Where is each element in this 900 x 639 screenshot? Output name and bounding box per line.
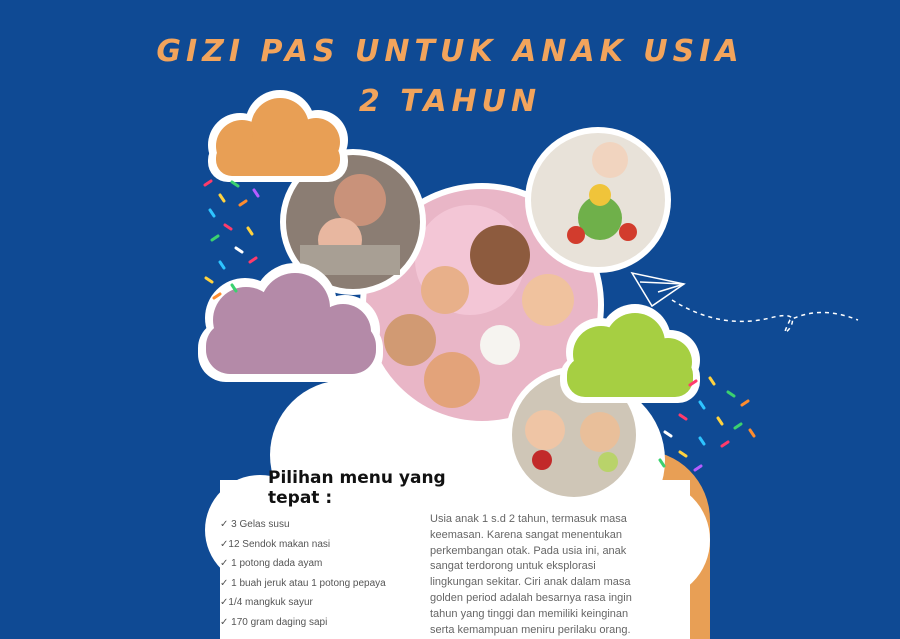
description-paragraph: Usia anak 1 s.d 2 tahun, termasuk masa keemasan. Karena sangat menentukan perkembangan otak. Pada usia ini, anak sangat terdorong untuk eksplorasi lingkungan sekitar. Ciri anak dalam masa golden period adalah besarnya rasa ingin tahun yang tinggi dan memiliki keinginan serta kemampuan meniru perilaku orang. bbox=[430, 513, 632, 636]
page-title-line1: GIZI PAS UNTUK ANAK USIA bbox=[156, 34, 744, 69]
list-item: ✓ 170 gram daging sapi bbox=[220, 616, 328, 628]
list-item: ✓ 3 Gelas susu bbox=[220, 519, 290, 530]
toy-car-photo bbox=[525, 127, 671, 273]
list-item: ✓1/4 mangkuk sayur bbox=[220, 597, 313, 608]
list-item: ✓ 1 buah jeruk atau 1 potong pepaya bbox=[220, 577, 386, 589]
list-item: ✓ 1 potong dada ayam bbox=[220, 558, 323, 569]
menu-list bbox=[220, 515, 386, 632]
page-title-line2: 2 TAHUN bbox=[358, 84, 542, 119]
list-item: ✓12 Sendok makan nasi bbox=[220, 538, 331, 550]
menu-heading: Pilihan menu yang tepat : bbox=[268, 468, 446, 508]
